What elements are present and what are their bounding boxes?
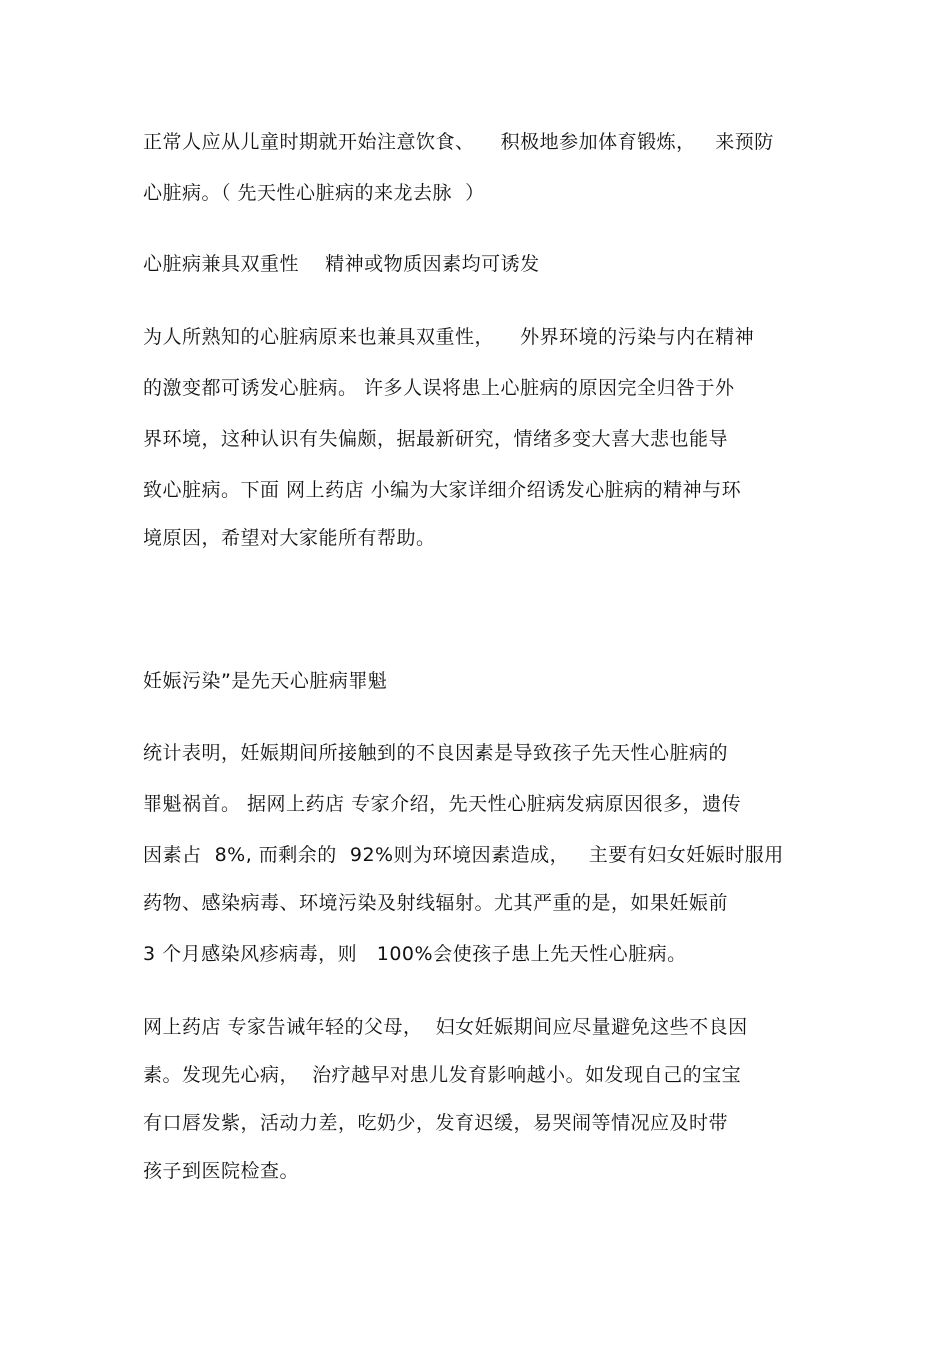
paragraph-line: 为人所熟知的心脏病原来也兼具双重性， 外界环境的污染与内在精神	[143, 326, 755, 348]
intro-line-2: 心脏病。（ 先天性心脏病的来龙去脉 ）	[143, 182, 485, 204]
paragraph-line: 因素占 8%, 而剩余的 92%则为环境因素造成， 主要有妇女妊娠时服用	[143, 844, 784, 866]
paragraph-line: 有口唇发紫，活动力差，吃奶少，发育迟缓，易哭闹等情况应及时带	[143, 1112, 729, 1134]
section-heading: 妊娠污染”是先天心脏病罪魁	[143, 670, 388, 692]
section-heading: 心脏病兼具双重性 精神或物质因素均可诱发	[143, 253, 540, 275]
paragraph-line: 统计表明，妊娠期间所接触到的不良因素是导致孩子先天性心脏病的	[143, 742, 729, 764]
paragraph-line: 罪魁祸首。 据网上药店 专家介绍，先天性心脏病发病原因很多，遗传	[143, 793, 742, 815]
paragraph-line: 境原因，希望对大家能所有帮助。	[143, 527, 436, 549]
paragraph-line: 3 个月感染风疹病毒，则 100%会使孩子患上先天性心脏病。	[143, 943, 687, 965]
paragraph-line: 素。发现先心病， 治疗越早对患儿发育影响越小。如发现自己的宝宝	[143, 1064, 742, 1086]
paragraph-line: 孩子到医院检查。	[143, 1160, 300, 1182]
intro-line-1: 正常人应从儿童时期就开始注意饮食、 积极地参加体育锻炼， 来预防	[143, 131, 774, 153]
paragraph-line: 药物、感染病毒、环境污染及射线辐射。尤其严重的是，如果妊娠前	[143, 892, 729, 914]
paragraph-line: 致心脏病。下面 网上药店 小编为大家详细介绍诱发心脏病的精神与环	[143, 479, 742, 501]
paragraph-line: 界环境，这种认识有失偏颇，据最新研究，情绪多变大喜大悲也能导	[143, 428, 729, 450]
paragraph-line: 网上药店 专家告诫年轻的父母， 妇女妊娠期间应尽量避免这些不良因	[143, 1016, 748, 1038]
paragraph-line: 的激变都可诱发心脏病。 许多人误将患上心脏病的原因完全归咎于外	[143, 377, 735, 399]
